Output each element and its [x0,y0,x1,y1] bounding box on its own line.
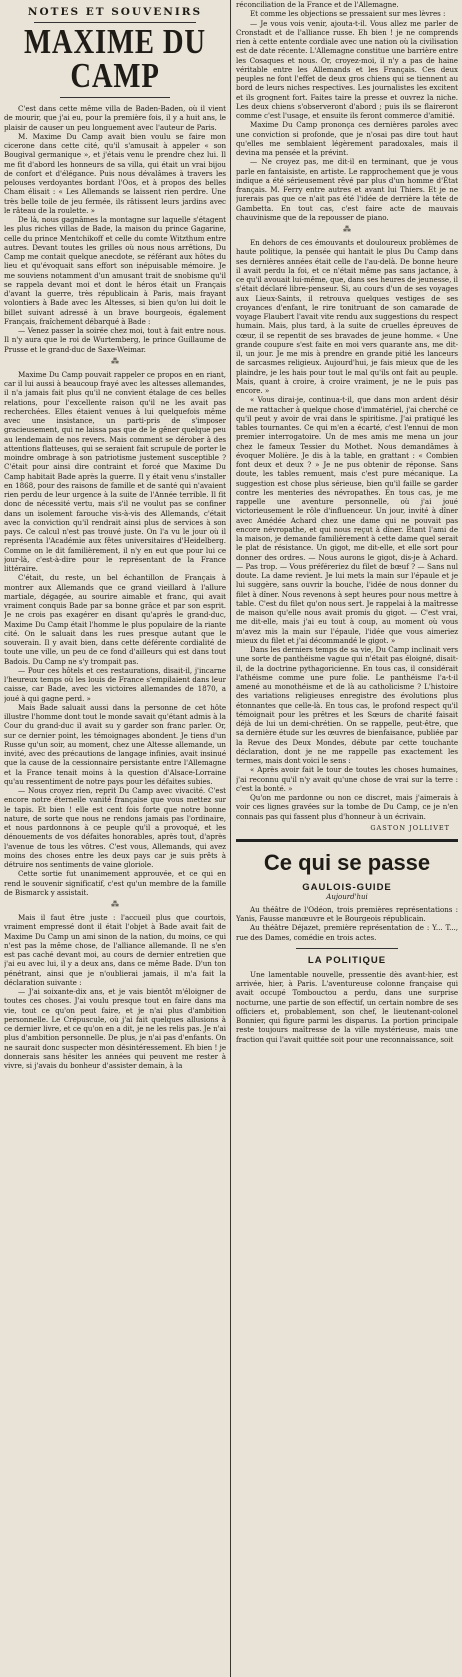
paragraph: Mais Bade saluait aussi dans la personne de cet hôte illustre l'homme dont tout le monde savait qu'étant admis à la Cour du grand-duc il avait su y garder son franc parler. Or, sur ce dernier point, les témoignages abondent. Je tiens d'un Russe qu'un soir, au moment, chez une Altesse allemande, un invité, avec des précautions de langage infinies, avait insinué que la cause de la cessionnaire persistante entre l'Allemagne et la France tenait moins à la question d'Alsace-Lorraine qu'au ressentiment de notre pays pour les défaites subies. [4,702,226,786]
section-separator: ⁂ [111,356,119,366]
paragraph: Qu'on me pardonne ou non ce discret, mais j'aimerais à voir ces lignes gravées sur la tombe de Du Camp, ce je n'en connais pas qui fassent plus d'honneur à un écrivain. [236,793,458,821]
section-separator: ⁂ [343,225,351,234]
guide-subtitle: Aujourd'hui [326,892,368,901]
politique-title: LA POLITIQUE [307,954,387,966]
paragraph: M. Maxime Du Camp avait bien voulu se faire mon cicerone dans cette cité, qu'il s'amusait à appeler « son Bougival germanique », et j'étais venu le prendre chez lui. Il me fit d'abord les honneurs de sa villa, qui était un vrai bijou de confort et d'élégance. Puis nous dévalâmes à travers les pelouses verdoyantes bordant l'Oos, et à propos des belles Cham élisait : « Les Allemands se laissent rien perdre. Une très belle toile de jeu fermée, ils râtissent leurs jardins avec le râteau de la roulette. » [4,131,226,215]
paragraph: Cette sortie fut unanimement approuvée, et ce qui en rend le souvenir significatif, c'est qu'un membre de la famille de Bismarck y assistait. [4,869,226,897]
paragraph: Dans les derniers temps de sa vie, Du Camp inclinait vers une sorte de panthéisme vague qui n'était pas éloigné, disait-il, de la doctrine pythagoricienne. En tous cas, il considérait l'athéisme comme une pure folie. Le panthéisme l'a-t-il amené au monothéisme et de là au catholicisme ? L'histoire des variations religieuses enregistre des évolutions plus étonnantes que celle-là. En tous cas, le profond respect qu'il témoignait pour les prêtres et les Sœurs de charité faisait déjà de lui un demi-chrétien. On se rappelle, peut-être, que sa dernière étude sur les œuvres de bienfaisance, publiée par la Revue des Deux Mondes, débute par cette touchante déclaration, dont je ne me rappelle pas exactement les termes, mais dont voici le sens : [236,645,458,765]
headline-rule [60,97,170,98]
paragraph: C'était, du reste, un bel échantillon de Français à montrer aux Allemands que ce grand vieillard à l'allure martiale, dégagée, au sourire aimable et franc, qui avait vraiment conquis Bade par sa bonne grâce et par son esprit. Je ne crois pas exagérer en disant qu'après le grand-duc, Maxime Du Camp était l'homme le plus populaire de la riante cité. On le saluait dans les rues presque autant que le souverain. Il y avait bien, dans cette déférente cordialité de toute une ville, un peu de ce fond d'ailleurs qui est dans tout Badois. Du Camp ne s'y trompait pas. [4,573,226,666]
left-column [4,0,226,1677]
column-divider [230,0,231,1677]
section-separator: ⁂ [111,900,119,909]
article-kicker: NOTES ET SOUVENIRS [27,6,203,18]
right-column [236,0,458,1677]
article-signature: GASTON JOLLIVET [370,823,450,832]
paragraph: — Je vous vois venir, ajouta-t-il. Vous allez me parler de Cronstadt et de l'alliance russe. Eh bien ! je ne comprends rien à cette entente cordiale avec une nation où la civilisation est de date récente. L'Allemagne constitue une barrière entre les Cosaques et nous. Or, croyez-moi, il n'y a pas de haine véritable entre les Allemands et les Français. Ces deux peuples ne font l'effet de deux gros chiens qui se tiennent au bord de leurs niches respectives. Les journalistes les excitent et ils grognent fort. Faites taire la presse et ouvrez la niche. Les deux chiens s'observeront d'abord ; puis ils se flaireront comme c'est l'usage, et ensuite ils feront commerce d'amitié. [236,18,458,120]
article-headline: MAXIME DU CAMP [24,22,206,95]
paragraph: Maxime Du Camp prononça ces dernières paroles avec une conviction si profonde, que je n'osai pas dire tout haut qu'elles me semblaient légèrement paradoxales, mais il devina ma pensée et la prévint. [236,120,458,157]
paragraph: Au théâtre Déjazet, première représentation de : Y... T..., rue des Dames, comédie en trois actes. [236,923,458,942]
paragraph: Au théâtre de l'Odéon, trois premières représentations : Yanis, Fausse manœuvre et le Bourgeois républicain. [236,904,458,923]
paragraph: De là, nous gagnâmes la montagne sur laquelle s'étagent les plus riches villas de Bade, la maison du prince Gagarine, celle du prince Mentchikoff et celle du comte Witzthum entre autres. Devant toutes les grilles où nous nous arrêtions, Du Camp me contait quelque anecdote, se référant aux hôtes du lieu et qu'évoquait sans effort son inépuisable mémoire. Je me souviens notamment d'un amusant trait de snobisme qu'il se rappela devant moi et dont le héros était un Français d'avant la guerre, très républicain à Paris, mais frayant volontiers à Bade avec les Altesses, si bien qu'on lui doit le billet suivant adressé à un brave bourgeois, également Français, fraîchement débarqué à Bade : [4,215,226,326]
paragraph: C'est dans cette même villa de Baden-Baden, où il vient de mourir, que j'ai eu, pour la première fois, il y a huit ans, le plaisir de causer un peu longuement avec l'auteur de Paris. [4,104,226,132]
paragraph: « Vous dirai-je, continua-t-il, que dans mon ardent désir de me rattacher à quelque chose d'immatériel, j'ai cherché ce qu'il peut y avoir de vrai dans le spiritisme. J'ai pratiqué les tables tournantes. Ce qui m'en a écarté, c'est l'ennui de mon premier interrogatoire. Un de mes amis me mena un jour chez le fameux Tessier du Mothet. Nous demandâmes à évoquer Molière. Je dis à la table, en grattant : « Combien font deux et deux ? » Je ne pus obtenir de réponse. Sans doute, les tables remuent, mais c'est pure mécanique. La suggestion est chose plus sérieuse, bien qu'il faille se garder contre les menteries des névropathes. En tous cas, je me rappelle une aventure personnelle, où j'ai joué victorieusement le rôle d'influenceur. Un jour, invité à dîner avec Amédée Achard chez une dame qui ne pouvait pas encore névropathe, et qui nous reçut à dîner. Étant l'ami de la maison, je demande familièrement à cette dame quel serait le plat de résistance. Un gigot, me dit-elle, et elle sort pour donner des ordres. — Nous aurons le gigot, dis-je à Achard. — Pas trop. — Vous préféreriez du filet de bœuf ? — Sans nul doute. La dame revient. Je lui mets la main sur l'épaule et je lui suggère, sans ouvrir la bouche, l'idée de nous donner du filet à dîner. Nous revenons à sept heures pour nous mettre à table. C'est du filet qu'on nous sert. Je rappelai à la maîtresse de maison qu'elle nous avait promis du gigot. — C'est vrai, me dit-elle, mais j'ai eu tout à coup, au moment où vous m'avez mis la main sur l'épaule, l'idée que vous aimeriez mieux du filet et j'ai décommandé le gigot. » [236,395,458,645]
divider [296,948,398,949]
paragraph: Maxime Du Camp pouvait rappeler ce propos en en riant, car il lui aussi à beaucoup frayé avec les altesses allemandes, il n'a jamais fait plus qu'il ne convient étalage de ces belles relations, pour l'excellente raison qu'il ne les avait pas recherchées. Elles étaient venues à lui quelquefois même avec une insistance, un parti-pris de s'imposer gracieusement, qui ne laissa pas que de le gêner quelque peu au lendemain de nos revers. Mais comment se dérober à des attentions flatteuses, qui se seraient fait scrupule de porter le moindre ombrage à son patriotisme justement susceptible ? C'était pour ainsi dire contraint et forcé que Maxime Du Camp habitait Bade après la guerre. Il y était venu s'installer en 1868, pour des raisons de famille et de santé qui n'avaient rien perdu de leur urgence à la suite de l'Année terrible. Il fit donc de nécessité vertu, mais s'il ne voulut pas se confiner dans un isolement farouche vis-à-vis des Allemands, c'était avec la conviction qu'il rendrait ainsi plus de services à son pays. Ce calcul n'est pas trouvé juste. On l'a vu le jour où il représenta l'Académie aux fêtes universitaires d'Heidelberg. Comme on le dit familièrement, il n'y en eut que pour lui ce jour-là, c'est-à-dire pour le représentant de la France littéraire. [4,369,226,573]
section-rule [236,839,458,842]
section-title: Ce qui se passe [263,849,431,875]
guide-title: GAULOIS-GUIDE [302,881,392,893]
paragraph: — Venez passer la soirée chez moi, tout à fait entre nous. Il n'y aura que le roi de Wurtemberg, le prince Guillaume de Prusse et le grand-duc de Saxe-Weimar. [4,326,226,354]
paragraph: Mais il faut être juste : l'accueil plus que courtois, vraiment empressé dont il était l'objet à Bade avait fait de Maxime Du Camp un ami sinon de la nation, du moins, ce qui n'est pas la même chose, de l'alliance allemande. Il ne s'en est pas caché devant moi, au cours de dernier entretien que j'ai eu avec lui, il y a deux ans, dans ce même Bade. D'un ton pénétrant, ainsi que je n'oublierai jamais, il m'a fait la déclaration suivante : [4,913,226,987]
paragraph: — Ne croyez pas, me dit-il en terminant, que je vous parle en fantaisiste, en artiste. Le rapprochement que je vous indique a été sérieusement rêvé par plus d'un homme d'État français. M. Ferry entre autres et avant lui Thiers. Et je ne jurerais pas que ce n'ait pas été l'idée de derrière la tête de Gambetta. En tout cas, c'est faire acte de mauvais chauvinisme que de la repousser de piano. [236,157,458,222]
paragraph: réconciliation de la France et de l'Allemagne. [236,0,399,9]
paragraph: — Pour ces hôtels et ces restaurations, disait-il, j'incarne l'heureux temps où les louis de France s'empilaient dans leur caisse, car Bade, avec les victoires allemandes de 1870, a joué à qui gagne perd. » [4,665,226,703]
paragraph: Une lamentable nouvelle, pressentie dès avant-hier, est arrivée, hier, à Paris. L'aventureuse colonne française qui avait occupé Tombouctou a perdu, dans une surprise nocturne, une partie de son effectif, un certain nombre de ses officiers et, probablement, son chef, le lieutenant-colonel Bonnier, qui figure parmi les disparus. La portion principale reste toujours maîtresse de la ville mystérieuse, mais une fraction qui l'avait quittée soit pour une reconnaissance, soit [236,969,458,1044]
paragraph: Et comme les objections se pressaient sur mes lèvres : [250,9,446,19]
paragraph: — J'ai soixante-dix ans, et je vais bientôt m'éloigner de toutes ces choses. J'ai voulu presque tout en faire dans ma vie, tout ce qu'on peut faire, et je n'ai plus d'ambition personnelle. Le Crépuscule, où j'ai fait quelques allusions à ce dernier livre, et ce qu'on en a dit, je ne les relis pas. Je n'ai plus d'ambition personnelle. De plus, je n'ai pas d'enfants. On ne saurait donc suspecter mon désintéressement. Eh bien ! je donnerais sans hésiter les années qui peuvent me rester à vivre, si j'avais du bonheur d'assister demain, à la [4,987,226,1070]
paragraph: « Après avoir fait le tour de toutes les choses humaines, j'ai reconnu qu'il n'y avait qu'une chose de vrai sur la terre : c'est la bonté. » [236,765,458,793]
paragraph: — Nous croyez rien, reprit Du Camp avec vivacité. C'est encore notre éternelle vanité française que vous mettez sur le tapis. Et bien ! elle est cent fois forte que notre bonne nature, de sorte que nous ne rendons jamais pas l'ordinaire, et nous pardonnons à ce peuple qu'il a provoqué, et les dénouements de vos défaites honorables, après tout, d'après l'avenue de tous les vôtres. C'est vous, Allemands, qui avez moins des choses entre les deux pays car je suis prêts à détruire nos sentiments de vaine gloriole. [4,786,226,869]
paragraph: En dehors de ces émouvants et douloureux problèmes de haute politique, la pensée qui hantait le plus Du Camp dans ses dernières années était celle de l'au-delà. De bonne heure il avait perdu la foi, et ce n'était même pas sans jactance, à ce qu'il avouait lui-même, que, dans ses heures de jeunesse, il s'était déclaré libre-penseur. Si, au cours d'un de ses voyages aux Lieux-Saints, il retrouva quelques vestiges de ses croyances d'enfant, le rire tonitruant de son camarade de voyage Flaubert l'avait vite rendu aux suggestions du respect humain. Mais, plus tard, à la suite de cruelles épreuves de cœur, il se repentit de ses bravades de jeune homme. « Une grande coupure s'est faite en moi vers quarante ans, me dit-il, un jour. Je me mis à prendre en grande pitié les lanceurs de sarcasmes religieux. Aujourd'hui, je fais mieux que de les plaindre, je les hais pour tout le mal qu'ils ont fait au peuple. Mais, quant à croire, à croire vraiment, je ne le puis pas encore. » [236,238,458,395]
